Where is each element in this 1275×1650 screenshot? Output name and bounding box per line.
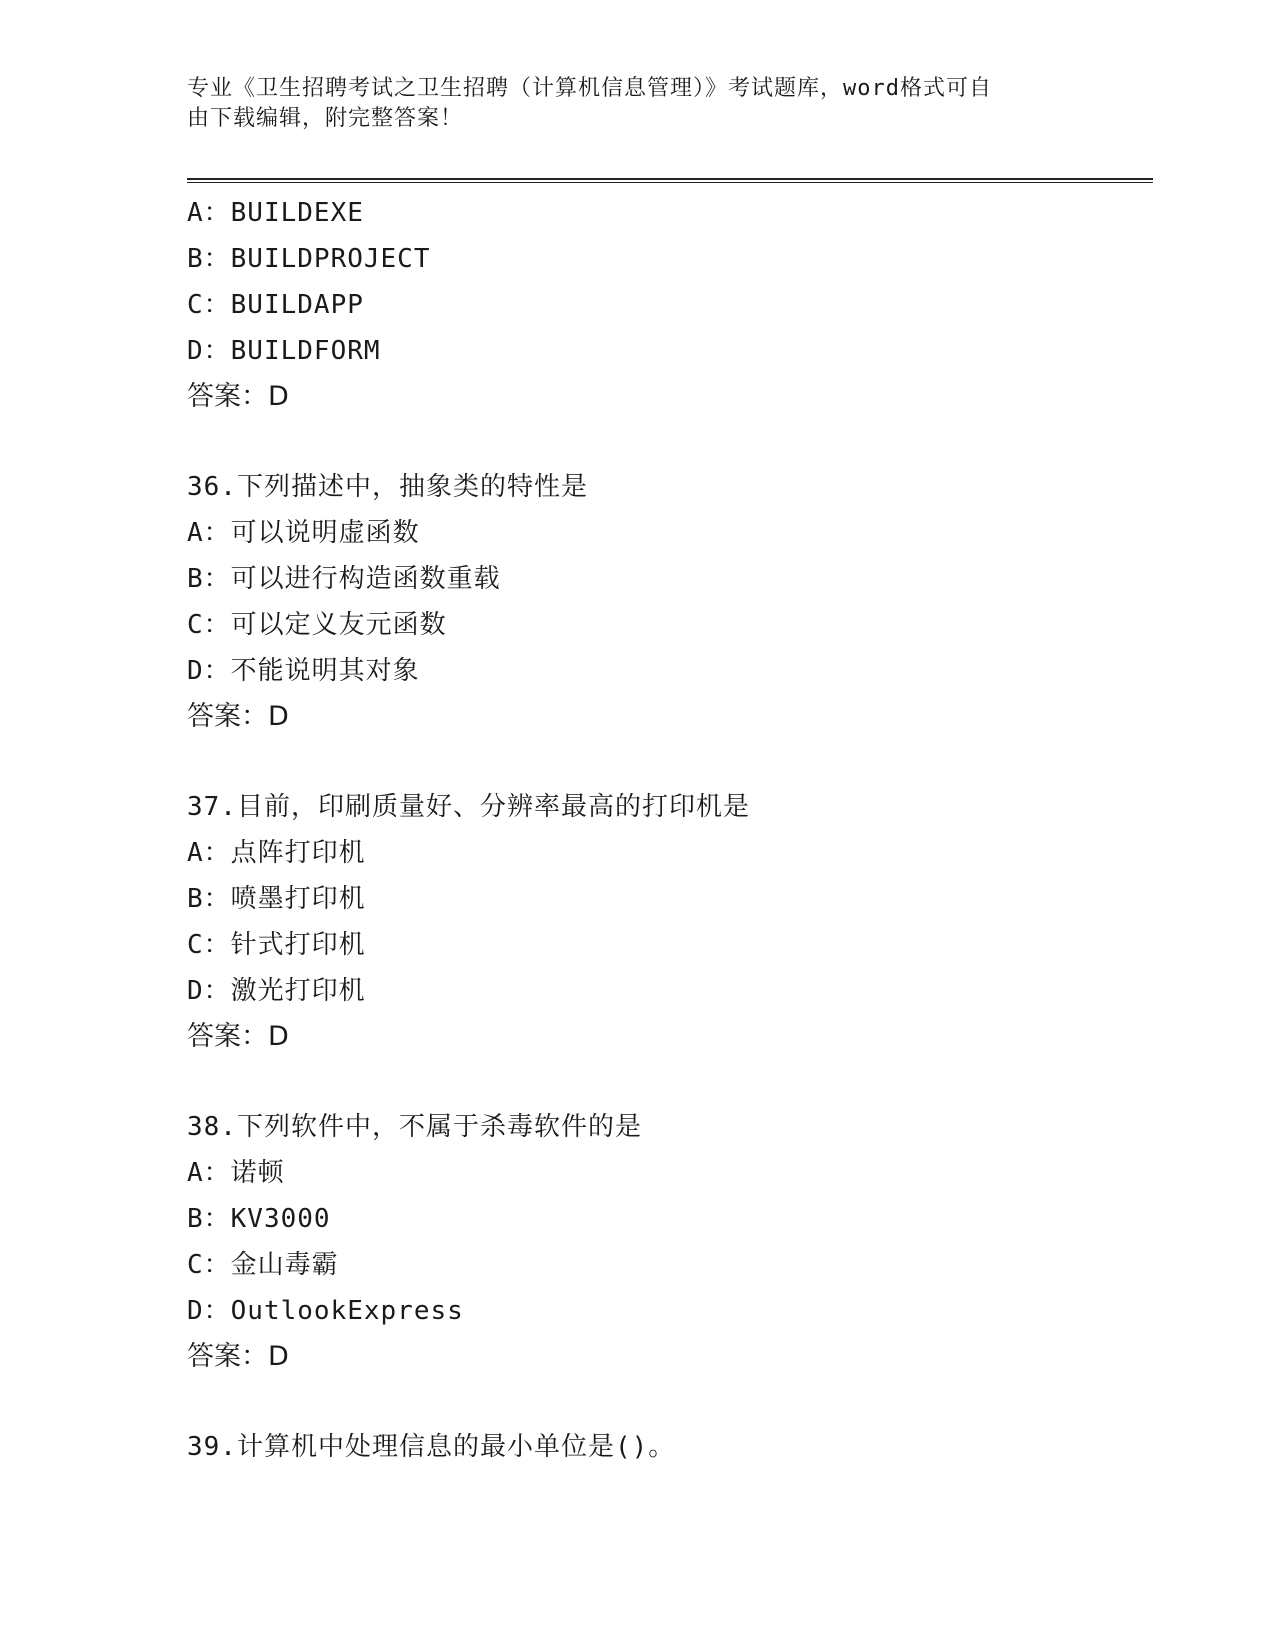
question-title: 37.目前，印刷质量好、分辨率最高的打印机是 xyxy=(187,792,750,822)
question-block-38 xyxy=(187,1104,1147,1380)
header-line-2: 由下载编辑，附完整答案！ xyxy=(187,106,464,131)
question-title: 38.下列软件中，不属于杀毒软件的是 xyxy=(187,1112,642,1142)
option-a: A：诺顿 xyxy=(187,1158,285,1188)
question-block-39 xyxy=(187,1424,1147,1470)
option-a: A：点阵打印机 xyxy=(187,838,366,868)
option-d: D：激光打印机 xyxy=(187,976,366,1006)
option-c: C：金山毒霸 xyxy=(187,1250,339,1280)
document-header xyxy=(187,74,1087,134)
question-title: 39.计算机中处理信息的最小单位是()。 xyxy=(187,1432,676,1462)
header-line-1: 专业《卫生招聘考试之卫生招聘（计算机信息管理）》考试题库，word格式可自 xyxy=(187,76,992,101)
question-block-36 xyxy=(187,464,1147,740)
option-c: C：针式打印机 xyxy=(187,930,366,960)
answer-line: 答案：D xyxy=(187,701,289,732)
question-block-37 xyxy=(187,784,1147,1060)
option-b: B：喷墨打印机 xyxy=(187,884,366,914)
option-a: A：BUILDEXE xyxy=(187,198,364,228)
option-c: C：BUILDAPP xyxy=(187,290,364,320)
option-a: A：可以说明虚函数 xyxy=(187,518,420,548)
option-b: B：可以进行构造函数重载 xyxy=(187,564,501,594)
option-b: B：BUILDPROJECT xyxy=(187,244,431,274)
answer-line: 答案：D xyxy=(187,381,289,412)
question-title: 36.下列描述中，抽象类的特性是 xyxy=(187,472,588,502)
option-b: B：KV3000 xyxy=(187,1204,331,1234)
header-divider xyxy=(187,178,1153,183)
question-list xyxy=(187,190,1147,1470)
option-d: D：不能说明其对象 xyxy=(187,656,420,686)
option-d: D：OutlookExpress xyxy=(187,1296,464,1326)
option-d: D：BUILDFORM xyxy=(187,336,381,366)
answer-line: 答案：D xyxy=(187,1021,289,1052)
option-c: C：可以定义友元函数 xyxy=(187,610,447,640)
answer-line: 答案：D xyxy=(187,1341,289,1372)
question-block-35 xyxy=(187,190,1147,420)
